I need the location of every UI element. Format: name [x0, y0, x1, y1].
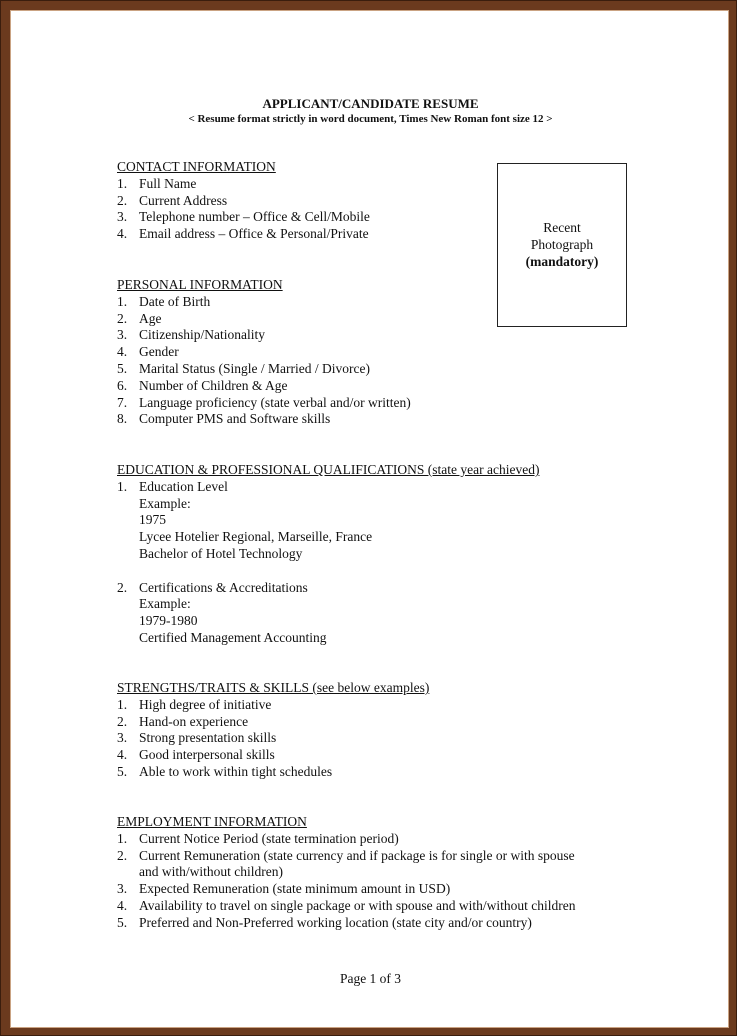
- list-number: 5.: [117, 914, 128, 930]
- list-text: Able to work within tight schedules: [139, 763, 333, 779]
- list-item: [117, 714, 429, 731]
- list-text: Email address – Office & Personal/Private: [139, 226, 369, 242]
- list-item: [117, 915, 576, 932]
- list-text: Current Address: [139, 192, 228, 208]
- list-item: [117, 176, 370, 193]
- list-item: [117, 898, 576, 915]
- list-number: 1.: [117, 293, 128, 309]
- list-item: [117, 747, 429, 764]
- list-text: Marital Status (Single / Married / Divorce): [139, 360, 370, 376]
- list-text: Availability to travel on single package or with spouse and with/without children: [139, 897, 576, 913]
- list-item: [117, 395, 411, 412]
- list-number: 2.: [117, 192, 128, 208]
- list-number: 2.: [117, 310, 128, 326]
- list-item: [117, 411, 411, 428]
- list-number: 8.: [117, 411, 128, 427]
- list-text: Certifications & Accreditations: [139, 579, 308, 595]
- list-text: Current Notice Period (state termination period): [139, 830, 399, 846]
- list-number: 5.: [117, 763, 128, 779]
- list-subline: Example:: [139, 495, 191, 511]
- personal-section: [117, 277, 411, 428]
- list-subline: 1979-1980: [139, 613, 198, 629]
- list-number: 2.: [117, 847, 128, 863]
- list-text: Current Remuneration (state currency and if package is for single or with spouse: [139, 847, 575, 863]
- list-item: [117, 848, 576, 865]
- list-item: [117, 580, 539, 597]
- list-subline: Example:: [139, 596, 191, 612]
- list-number: 1.: [117, 696, 128, 712]
- list-text: Expected Remuneration (state minimum amount in USD): [139, 881, 451, 897]
- list-item: [117, 479, 539, 496]
- education-section: [117, 462, 539, 647]
- document-subtitle: < Resume format strictly in word document, Times New Roman font size 12 >: [188, 113, 553, 125]
- list-item: [117, 697, 429, 714]
- list-number: 5.: [117, 360, 128, 376]
- list-number: 1.: [117, 175, 128, 191]
- list-item: [117, 209, 370, 226]
- list-text: Language proficiency (state verbal and/or written): [139, 394, 411, 410]
- list-number: 3.: [117, 730, 128, 746]
- photo-placeholder-box: [497, 163, 627, 327]
- list-item: [117, 327, 411, 344]
- list-item: [117, 344, 411, 361]
- list-number: 2.: [117, 579, 128, 595]
- contact-heading: CONTACT INFORMATION: [117, 159, 276, 174]
- list-item: [117, 730, 429, 747]
- list-item: [117, 831, 576, 848]
- list-text: Full Name: [139, 175, 197, 191]
- list-text: Education Level: [139, 478, 228, 494]
- list-number: 4.: [117, 747, 128, 763]
- list-text: Hand-on experience: [139, 713, 249, 729]
- list-number: 3.: [117, 881, 128, 897]
- list-number: 3.: [117, 209, 128, 225]
- photo-label-photograph: Photograph: [530, 237, 594, 252]
- list-item: [117, 378, 411, 395]
- list-text: Telephone number – Office & Cell/Mobile: [139, 209, 370, 225]
- list-text: Preferred and Non-Preferred working location (state city and/or country): [139, 914, 532, 930]
- list-text: Citizenship/Nationality: [139, 327, 265, 343]
- strengths-heading: STRENGTHS/TRAITS & SKILLS (see below examples): [117, 680, 430, 695]
- list-number: 4.: [117, 344, 128, 360]
- list-item: [117, 311, 411, 328]
- contact-section: [117, 159, 370, 243]
- photo-label-recent: Recent: [543, 220, 581, 235]
- list-number: 6.: [117, 377, 128, 393]
- list-number: 1.: [117, 830, 128, 846]
- list-subline: Lycee Hotelier Regional, Marseille, France: [139, 529, 373, 545]
- photo-label-mandatory: (mandatory): [525, 254, 599, 269]
- personal-heading: PERSONAL INFORMATION: [117, 277, 283, 292]
- list-number: 4.: [117, 226, 128, 242]
- education-heading: EDUCATION & PROFESSIONAL QUALIFICATIONS (state year achieved): [117, 462, 540, 477]
- list-item: [117, 881, 576, 898]
- list-number: 4.: [117, 897, 128, 913]
- document-page: [10, 10, 729, 1028]
- list-text: Good interpersonal skills: [139, 747, 275, 763]
- list-text: High degree of initiative: [139, 696, 272, 712]
- list-text: Strong presentation skills: [139, 730, 277, 746]
- list-item: [117, 294, 411, 311]
- strengths-section: [117, 680, 429, 781]
- list-item: [117, 226, 370, 243]
- list-continuation: and with/without children): [139, 864, 283, 880]
- list-item: [117, 361, 411, 378]
- list-number: 2.: [117, 713, 128, 729]
- list-number: 1.: [117, 478, 128, 494]
- list-number: 3.: [117, 327, 128, 343]
- list-text: Age: [139, 310, 162, 326]
- employment-section: [117, 814, 576, 932]
- list-text: Date of Birth: [139, 293, 211, 309]
- employment-heading: EMPLOYMENT INFORMATION: [117, 814, 307, 829]
- list-text: Computer PMS and Software skills: [139, 411, 331, 427]
- document-title: APPLICANT/CANDIDATE RESUME: [262, 96, 479, 111]
- list-subline: Bachelor of Hotel Technology: [139, 545, 303, 561]
- list-text: Number of Children & Age: [139, 377, 288, 393]
- list-subline: 1975: [139, 512, 166, 528]
- list-item: [117, 764, 429, 781]
- list-text: Gender: [139, 344, 179, 360]
- list-number: 7.: [117, 394, 128, 410]
- page-number: Page 1 of 3: [339, 971, 402, 986]
- list-subline: Certified Management Accounting: [139, 629, 327, 645]
- list-item: [117, 193, 370, 210]
